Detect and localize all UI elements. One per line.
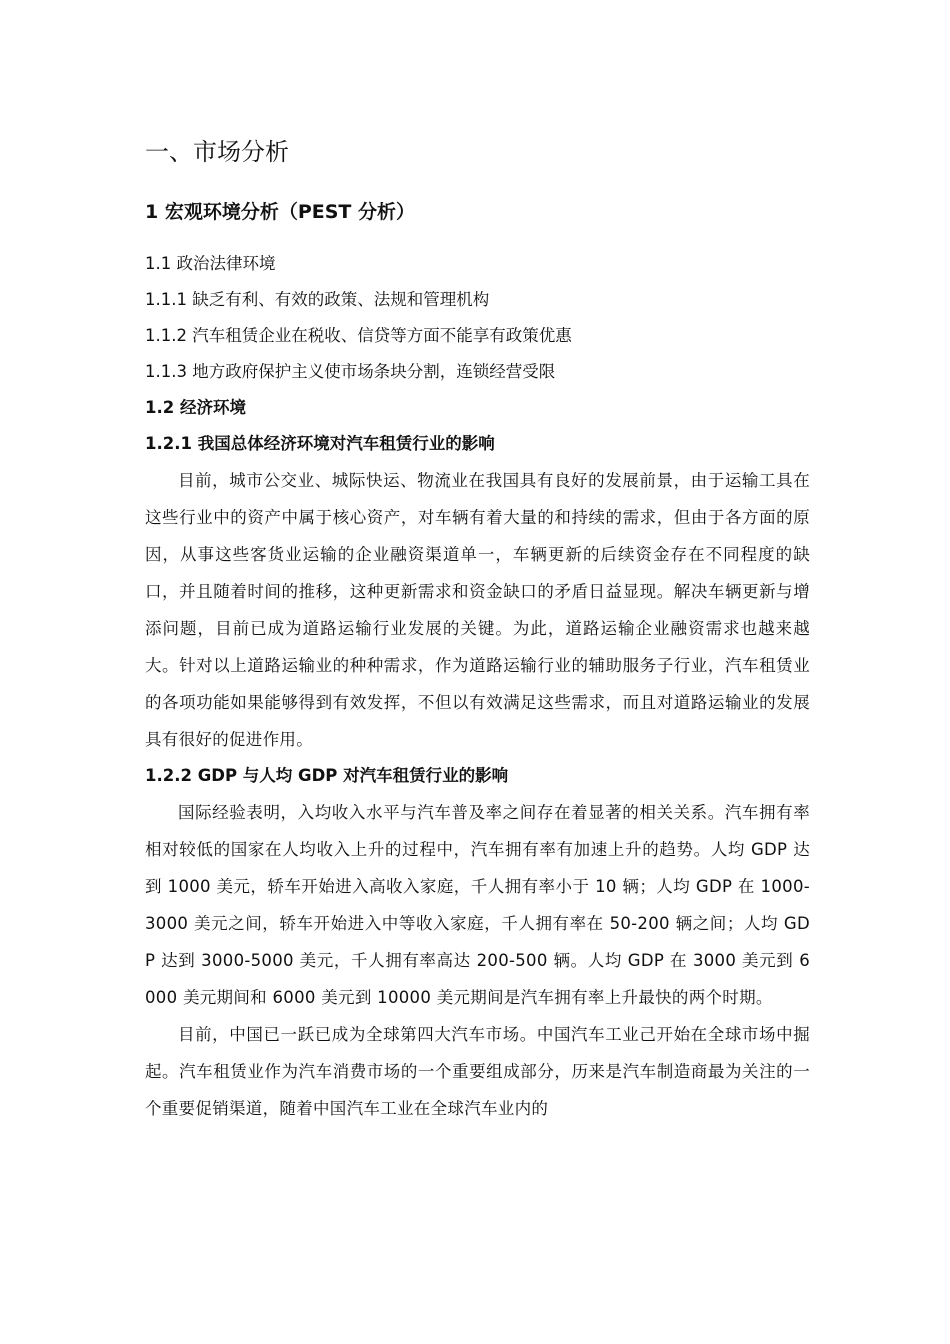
section-heading-pest: 1 宏观环境分析（PEST 分析） (145, 201, 415, 223)
subsection-heading-political-legal: 1.1 政治法律环境 (145, 254, 276, 273)
item-heading-1-2-2: 1.2.2 GDP 与人均 GDP 对汽车租赁行业的影响 (145, 766, 509, 785)
subsection-heading-economic: 1.2 经济环境 (145, 398, 246, 417)
document-body (145, 130, 810, 1127)
item-heading-1-1-2: 1.1.2 汽车租赁企业在税收、信贷等方面不能享有政策优惠 (145, 326, 572, 345)
item-heading-1-1-1: 1.1.1 缺乏有利、有效的政策、法规和管理机构 (145, 290, 490, 309)
item-heading-1-1-3: 1.1.3 地方政府保护主义使市场条块分割，连锁经营受限 (145, 362, 556, 381)
paragraph-economic-environment: 目前，城市公交业、城际快运、物流业在我国具有良好的发展前景，由于运输工具在这些行业中的资产中属于核心资产，对车辆有着大量的和持续的需求，但由于各方面的原因，从事这些客货业运输的企业融资渠道单一，车辆更新的后续资金存在不同程度的缺口，并且随着时间的推移，这种更新需求和资金缺口的矛盾日益显现。解决车辆更新与增添问题，目前已成为道路运输行业发展的关键。为此，道路运输企业融资需求也越来越大。针对以上道路运输业的种种需求，作为道路运输行业的辅助服务子行业，汽车租赁业的各项功能如果能够得到有效发挥，不但以有效满足这些需求，而且对道路运输业的发展具有很好的促进作用。 (145, 471, 810, 749)
chapter-title: 一、市场分析 (145, 138, 289, 166)
paragraph-china-market: 目前，中国已一跃已成为全球第四大汽车市场。中国汽车工业己开始在全球市场中掘起。汽车租赁业作为汽车消费市场的一个重要组成部分，历来是汽车制造商最为关注的一个重要促销渠道，随着中国汽车工业在全球汽车业内的 (145, 1025, 810, 1118)
item-heading-1-2-1: 1.2.1 我国总体经济环境对汽车租赁行业的影响 (145, 434, 495, 453)
paragraph-gdp-impact: 国际经验表明，入均收入水平与汽车普及率之间存在着显著的相关关系。汽车拥有率相对较低的国家在人均收入上升的过程中，汽车拥有率有加速上升的趋势。人均 GDP 达到 1000 美元，轿车开始进入高收入家庭，千人拥有率小于 10 辆；人均 GDP 在 1000-3000 美元之间，轿车开始进入中等收入家庭，千人拥有率在 50-200 辆之间；人均 GDP 达到 3000-5000 美元，千人拥有率高达 200-500 辆。人均 GDP 在 3000 美元到 6000 美元期间和 6000 美元到 10000 美元期间是汽车拥有率上升最快的两个时期。 (145, 803, 810, 1007)
